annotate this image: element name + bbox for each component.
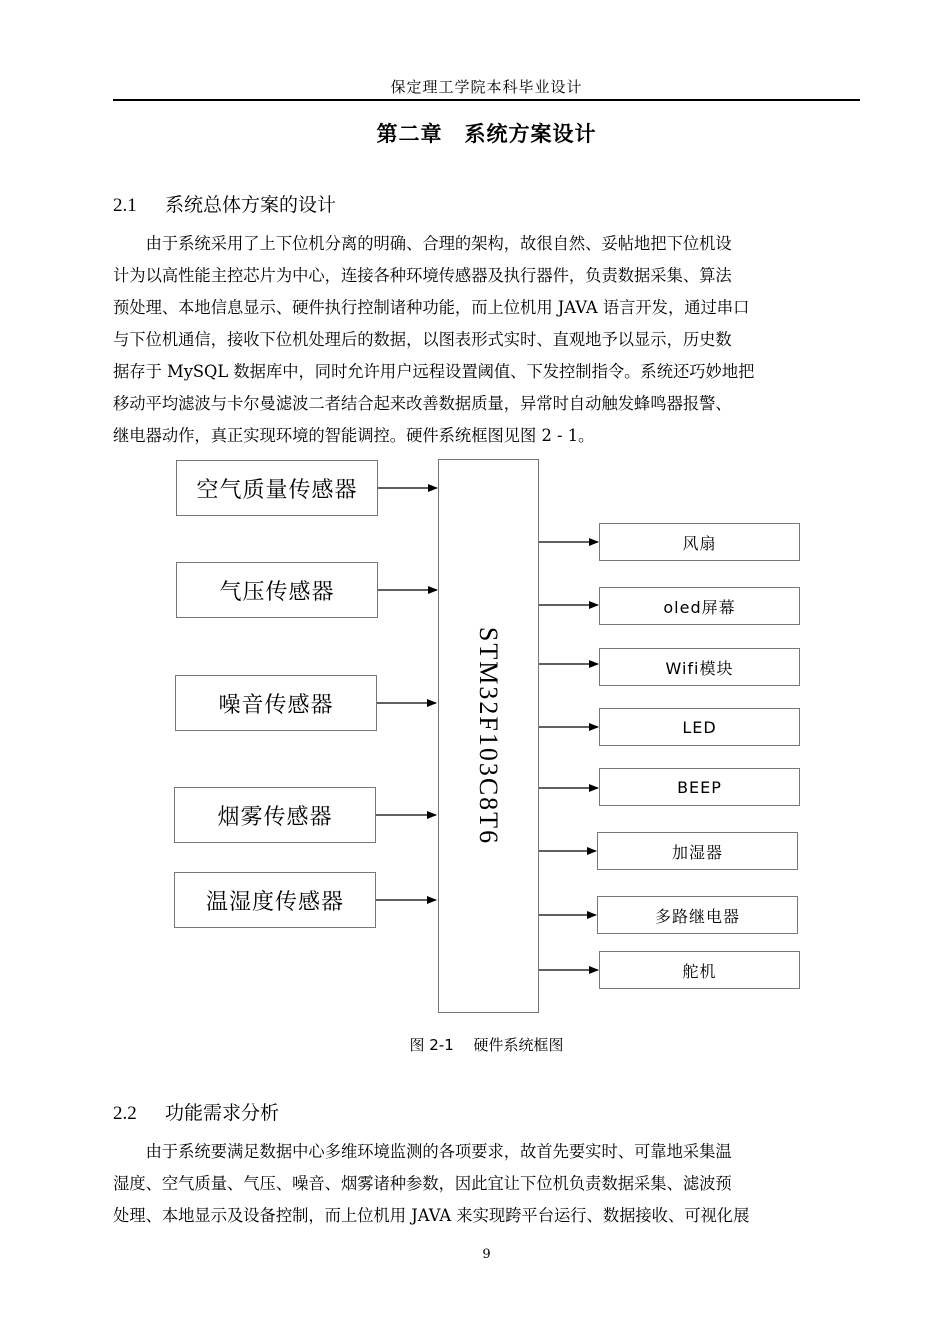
mcu-block: [438, 459, 539, 1013]
sensor-label: 气压传感器: [219, 579, 335, 605]
paragraph-line: 与下位机通信，接收下位机处理后的数据，以图表形式实时、直观地予以显示，历史数: [113, 330, 732, 349]
paragraph-line: 湿度、空气质量、气压、噪音、烟雾诸种参数，因此宜让下位机负责数据采集、滤波预: [113, 1174, 732, 1193]
output-label: 风扇: [682, 533, 717, 553]
section-number: 2.2: [113, 1103, 137, 1124]
section-number: 2.1: [113, 195, 137, 216]
paragraph-line: 处理、本地显示及设备控制，而上位机用 JAVA 来实现跨平台运行、数据接收、可视化展: [113, 1206, 750, 1225]
paragraph-line: 继电器动作，真正实现环境的智能调控。硬件系统框图见图 2 - 1。: [113, 426, 595, 445]
output-label: Wifi模块: [665, 658, 734, 678]
sensor-label: 温湿度传感器: [205, 889, 344, 915]
paragraph-line: 据存于 MySQL 数据库中，同时允许用户远程设置阈值、下发控制指令。系统还巧妙地把: [113, 362, 755, 381]
output-label: LED: [682, 717, 717, 737]
output-wifi: [599, 648, 800, 686]
output-label: oled屏幕: [663, 597, 736, 617]
section-title: 系统总体方案的设计: [165, 194, 337, 216]
header-rule: [113, 99, 860, 101]
page-header: 保定理工学院本科毕业设计: [390, 78, 583, 96]
output-label: BEEP: [677, 777, 722, 797]
output-label: 舵机: [682, 961, 717, 981]
output-beep: [599, 768, 800, 806]
section-heading-2-2: [113, 1098, 279, 1125]
output-relay: [597, 896, 798, 934]
sensor-label: 烟雾传感器: [217, 804, 333, 830]
paragraph-line: 计为以高性能主控芯片为中心，连接各种环境传感器及执行器件，负责数据采集、算法: [113, 266, 732, 285]
output-label: 多路继电器: [654, 906, 740, 926]
mcu-label: STM32F103C8T6: [474, 626, 504, 846]
section-title: 功能需求分析: [165, 1102, 280, 1124]
sensor-label: 噪音传感器: [218, 692, 334, 718]
paragraph-line: 移动平均滤波与卡尔曼滤波二者结合起来改善数据质量，异常时自动触发蜂鸣器报警、: [113, 394, 732, 413]
sensor-label: 空气质量传感器: [196, 477, 358, 503]
figure-caption: 图 2-1 硬件系统框图: [409, 1036, 564, 1054]
section-heading-2-1: [113, 190, 336, 217]
sensor-noise: [175, 675, 377, 731]
output-label: 加湿器: [671, 842, 723, 862]
output-servo: [599, 951, 800, 989]
output-oled: [599, 587, 800, 625]
page-number: 9: [482, 1247, 491, 1262]
output-led: [599, 708, 800, 746]
paragraph-line: 由于系统采用了上下位机分离的明确、合理的架构，故很自然、妥帖地把下位机设: [113, 234, 732, 253]
paragraph-line: 由于系统要满足数据中心多维环境监测的各项要求，故首先要实时、可靠地采集温: [113, 1142, 732, 1161]
sensor-pressure: [176, 562, 378, 618]
output-humidifier: [597, 832, 798, 870]
sensor-temp-humidity: [174, 872, 376, 928]
output-fan: [599, 523, 800, 561]
paragraph-line: 预处理、本地信息显示、硬件执行控制诸种功能，而上位机用 JAVA 语言开发，通过串口: [113, 298, 750, 317]
chapter-title: 第二章 系统方案设计: [376, 122, 597, 146]
sensor-air-quality: [176, 460, 378, 516]
sensor-smoke: [174, 787, 376, 843]
